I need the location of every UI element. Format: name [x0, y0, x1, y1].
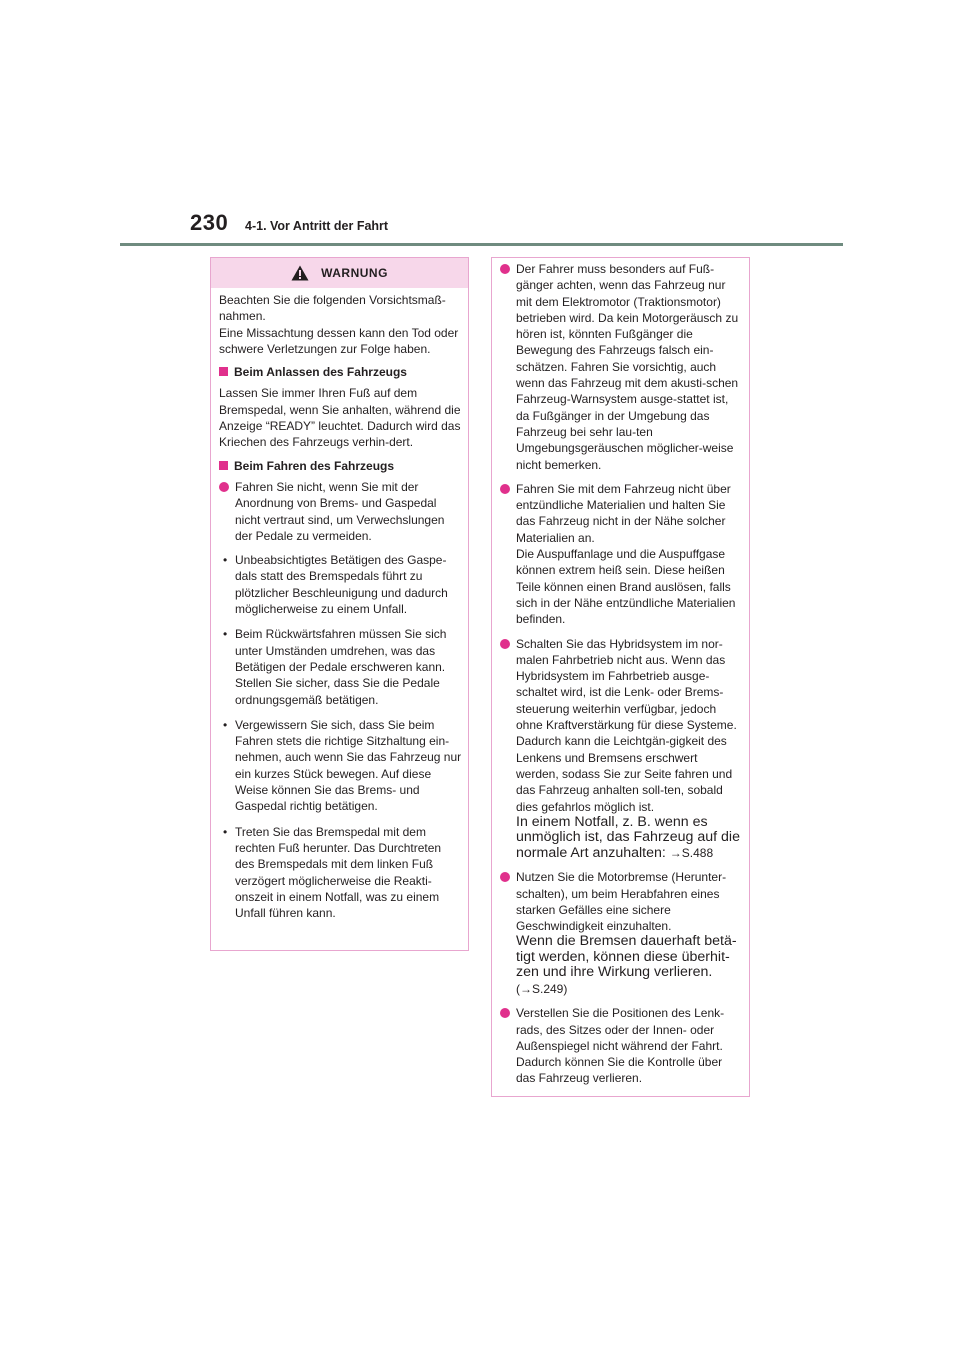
list-item: [500, 1005, 743, 1086]
square-bullet-icon: [219, 367, 228, 376]
dash-item: [223, 552, 462, 617]
list-item-text: Verstellen Sie die Positionen des Lenk-rads, des Sitzes oder der Innen- oder Außenspiegel nicht während der Fahrt. Dadurch können Sie die Kontrolle über das Fahrzeug verlieren.: [516, 1006, 725, 1086]
dash-bullet-icon: •: [223, 717, 228, 732]
dash-item: [223, 824, 462, 922]
round-bullet-icon: [500, 872, 510, 882]
emphasis-text: [516, 815, 743, 862]
warning-title: WARNUNG: [321, 266, 388, 280]
intro-line-1: Beachten Sie die folgenden Vorsichtsmaß-nahmen.: [219, 293, 446, 324]
text-part: Fahren Sie mit dem Fahrzeug nicht über entzündliche Materialien und halten Sie das Fahrzeug nicht in der Nähe solcher Materialien an.: [516, 481, 731, 545]
dash-item-text: Vergewissern Sie sich, dass Sie beim Fahren stets die richtige Sitzhaltung ein-nehmen, auch wenn Sie das Fahrzeug nur ein kurzes Stück bewegen. Auf diese Weise können Sie das Brems- und Gaspedal richtig betätigen.: [235, 717, 462, 814]
list-item-text: [516, 869, 743, 997]
round-bullet-icon: [500, 264, 510, 274]
warning-box: [210, 257, 469, 951]
page-reference-link[interactable]: →S.488: [669, 845, 714, 860]
dash-item-text: Unbeabsichtigtes Betätigen des Gaspe-dals statt des Bremspedals führt zu plötzlicher Beschleunigung und dadurch möglicherweise zu einem Unfall.: [235, 553, 448, 617]
text-part: Die Auspuffanlage und die Auspuffgase können extrem heiß sein. Diese heißen Teile können einen Brand auslösen, falls sich in der Nähe entzündliche Materialien befinden.: [516, 547, 736, 627]
heading-text: Beim Fahren des Fahrzeugs: [234, 458, 395, 473]
warning-box-continued: [491, 257, 750, 1097]
dash-bullet-icon: •: [223, 824, 228, 839]
round-bullet-icon: [500, 1008, 510, 1018]
warning-triangle-icon: [291, 265, 309, 281]
heading-text: Beim Anlassen des Fahrzeugs: [234, 365, 407, 380]
section-heading-start: [219, 364, 462, 380]
header-rule: [120, 243, 843, 246]
list-item: [500, 261, 743, 473]
list-item: [500, 636, 743, 862]
text-part: Schalten Sie das Hybridsystem im nor-malen Fahrbetrieb nicht aus. Wenn das Hybridsystem im Fahrbetrieb ausge-schaltet wird, ist die Lenk- oder Brems-steuerung weiterhin verfügbar, jedoch ohne Kraftverstärkung für diese Systeme. Dadurch kann die Leichtgän-gigkeit des Lenkens und Bremsens erschwert werden, sodass Sie zur Seite fahren und das Fahrzeug anhalten soll-ten, sobald dies gefahrlos möglich ist.: [516, 636, 737, 814]
intro-line-2: Eine Missachtung dessen kann den Tod oder schwere Verletzungen zur Folge haben.: [219, 325, 459, 356]
warning-body: [211, 288, 468, 921]
warning-body-continued: [492, 258, 749, 1087]
list-item-text: [516, 481, 743, 628]
text-part: Nutzen Sie die Motorbremse (Herunter-schalten), um beim Herabfahren eines starken Gefälles eine sichere Geschwindigkeit einzuhalten.: [516, 870, 727, 934]
dash-item-text: Beim Rückwärtsfahren müssen Sie sich unter Umständen umdrehen, was das Betätigen der Pedale erschweren kann. Stellen Sie sicher, dass Sie die Pedale ordnungsgemäß betätigen.: [235, 627, 447, 707]
list-item: [219, 479, 462, 544]
round-bullet-icon: [500, 484, 510, 494]
emphasis-part: In einem Notfall, z. B. wenn es unmöglich ist, das Fahrzeug auf die normale Art anzuhalten:: [516, 813, 740, 861]
round-bullet-icon: [219, 482, 229, 492]
dash-bullet-icon: •: [223, 553, 228, 568]
section-heading-driving: [219, 458, 462, 474]
section-title: 4-1. Vor Antritt der Fahrt: [245, 219, 389, 233]
emphasis-text: Wenn die Bremsen dauerhaft betä-tigt werden, können diese überhit-zen und ihre Wirkung verlieren.: [516, 933, 737, 981]
warning-header: [211, 258, 468, 288]
page-reference-link[interactable]: (→S.249): [516, 981, 568, 996]
square-bullet-icon: [219, 461, 228, 470]
page-number: 230: [190, 210, 229, 235]
list-item-text: [516, 636, 743, 862]
list-item: [500, 869, 743, 997]
round-bullet-icon: [500, 639, 510, 649]
dash-item: [223, 626, 462, 707]
dash-bullet-icon: •: [223, 627, 228, 642]
list-item-text: Der Fahrer muss besonders auf Fuß-gänger achten, wenn das Fahrzeug nur mit dem Elektromotor (Traktionsmotor) betrieben wird. Da kein Motorgeräusch zu hören ist, könnten Fußgänger die Bewegung des Fahrzeugs falsch ein-schätzen. Fahren Sie vorsichtig, auch wenn das Fahrzeug mit dem akusti-schen Fahrzeug-Warnsystem ausge-stattet ist, da Fußgänger in der Umgebung das Fahrzeug bei sehr lau-ten Umgebungsgeräuschen möglicher-weise nicht bemerken.: [516, 262, 739, 472]
intro-text: [219, 292, 462, 357]
dash-item: [223, 717, 462, 815]
list-item: [500, 481, 743, 628]
section-text-start: Lassen Sie immer Ihren Fuß auf dem Bremspedal, wenn Sie anhalten, während die Anzeige “READY” leuchtet. Dadurch wird das Kriechen des Fahrzeugs verhin-dert.: [219, 386, 461, 450]
dash-item-text: Treten Sie das Bremspedal mit dem rechten Fuß herunter. Das Durchtreten des Bremspedals mit dem linken Fuß verzögert möglicherweise die Reakti-onszeit in einem Notfall, was zu einem Unfall führen kann.: [235, 824, 442, 921]
list-item-text: Fahren Sie nicht, wenn Sie mit der Anordnung von Brems- und Gaspedal nicht vertraut sind, um Verwechslungen der Pedale zu vermeiden.: [235, 479, 445, 543]
